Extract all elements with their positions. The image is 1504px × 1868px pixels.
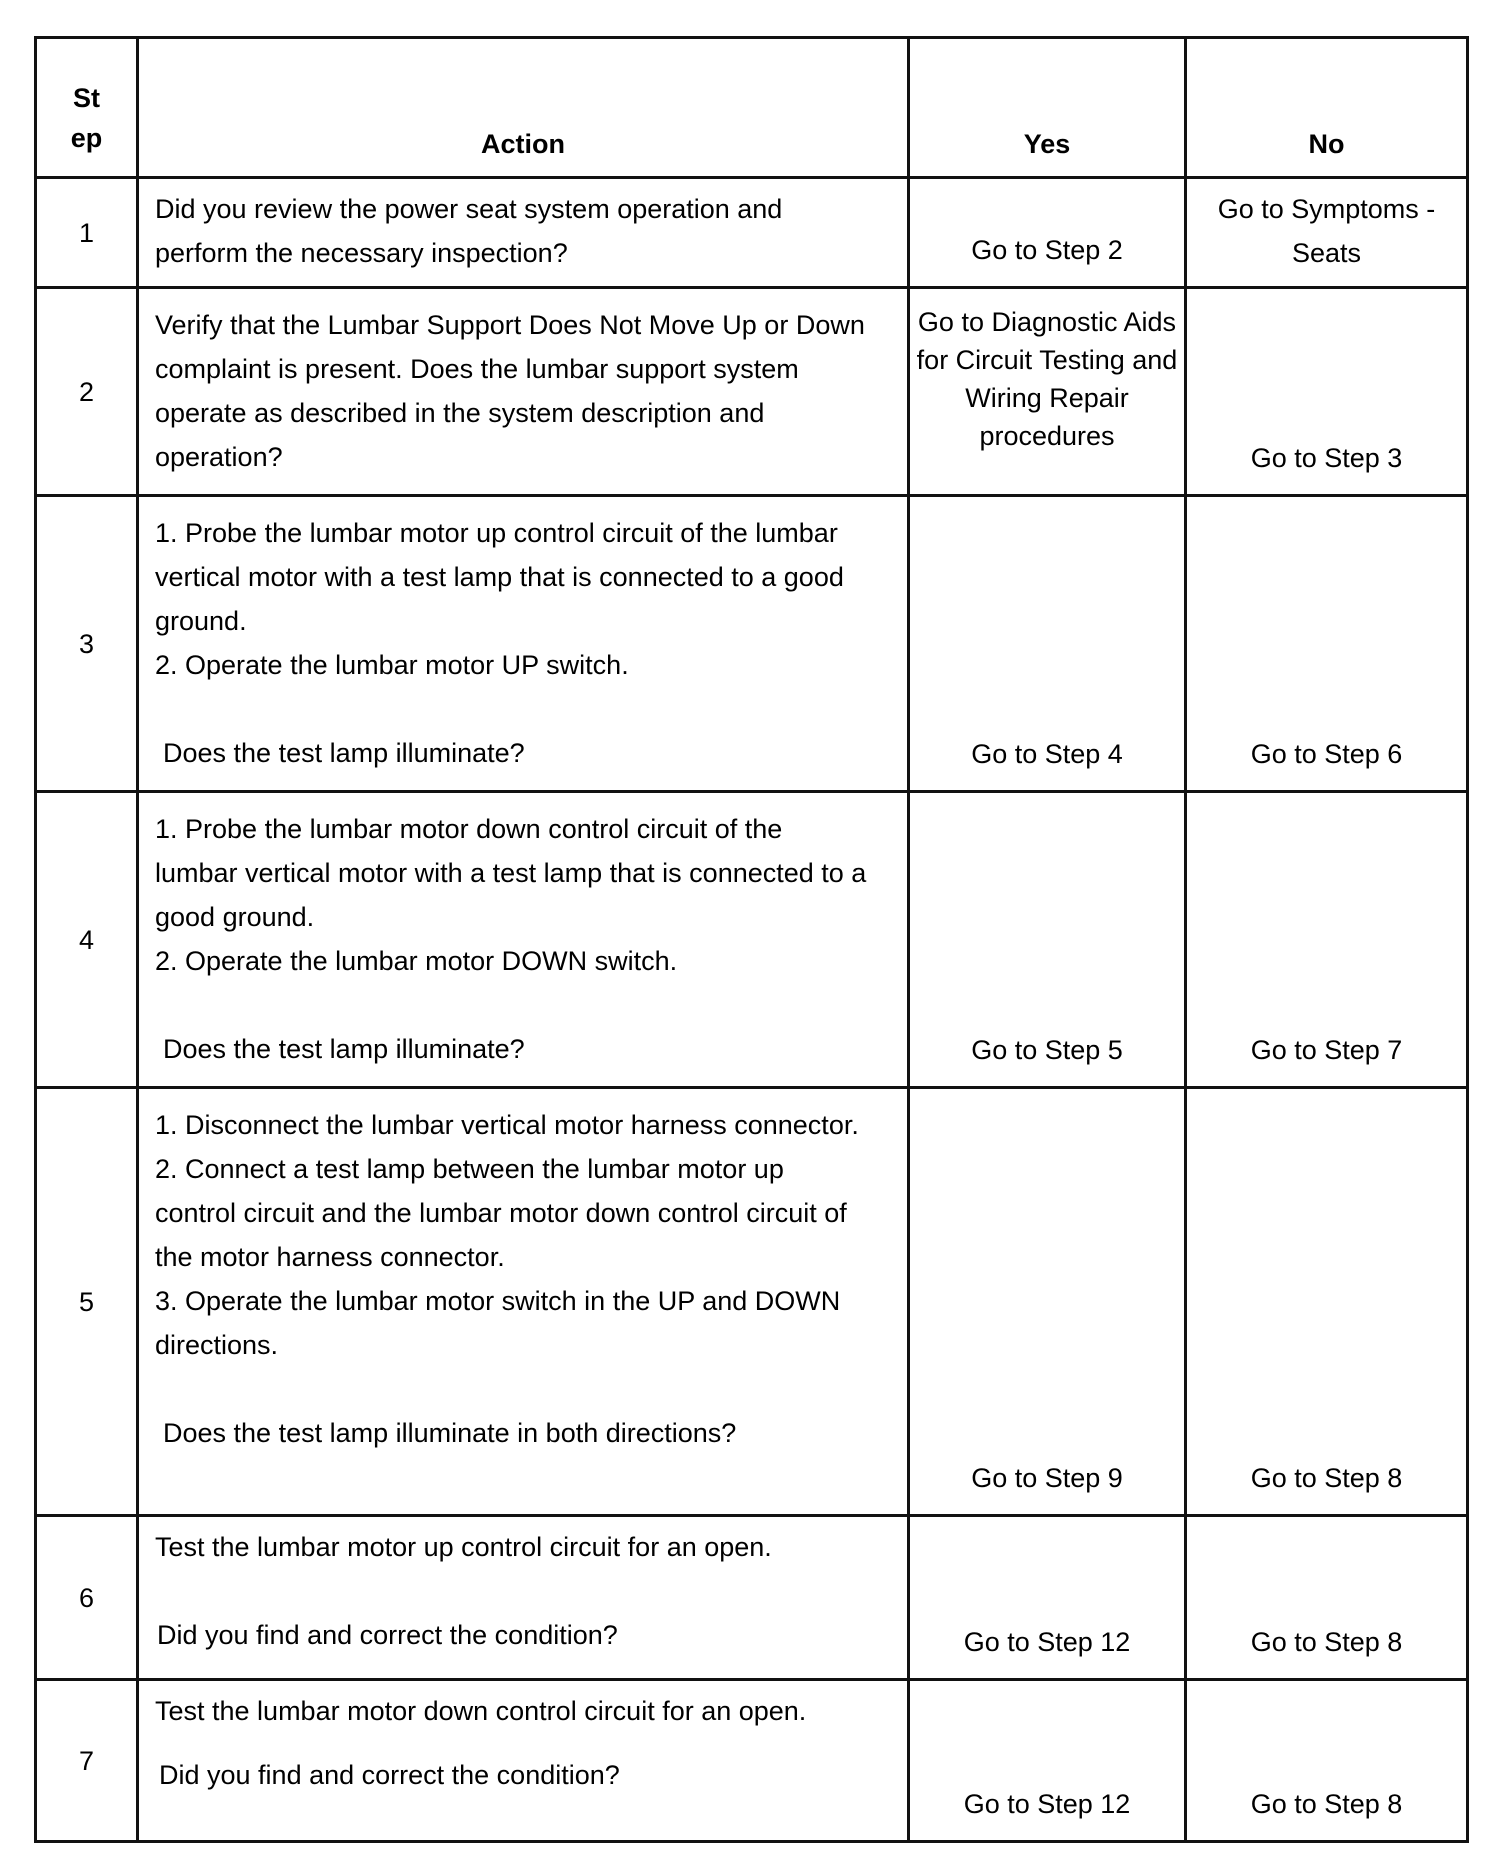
step-number: 2: [36, 288, 138, 496]
action-list-item: 1. Disconnect the lumbar vertical motor harness connector.: [155, 1110, 859, 1140]
table-row: [36, 1088, 1468, 1516]
action-list-item: 1. Probe the lumbar motor down control circuit of the lumbar vertical motor with a test lamp that is connected to a good ground.: [155, 814, 867, 932]
step-number: 1: [36, 178, 138, 288]
table-row: [36, 178, 1468, 288]
yes-cell: Go to Step 4: [909, 496, 1186, 792]
no-cell: Go to Symptoms - Seats: [1186, 178, 1468, 288]
action-question: Did you find and correct the condition?: [159, 1760, 620, 1790]
table-row: [36, 1516, 1468, 1680]
action-text: Verify that the Lumbar Support Does Not Move Up or Down complaint is present. Does the lumbar support system operate as described in the system description and operation?: [155, 310, 865, 472]
no-cell: Go to Step 7: [1186, 792, 1468, 1088]
step-number: 5: [36, 1088, 138, 1516]
action-cell: [138, 178, 909, 288]
yes-cell: Go to Diagnostic Aids for Circuit Testing and Wiring Repair procedures: [909, 288, 1186, 496]
step-number: 4: [36, 792, 138, 1088]
yes-cell: Go to Step 9: [909, 1088, 1186, 1516]
action-cell: [138, 792, 909, 1088]
no-cell: Go to Step 6: [1186, 496, 1468, 792]
action-question: Does the test lamp illuminate?: [163, 1034, 525, 1064]
action-cell: [138, 496, 909, 792]
step-number: 7: [36, 1680, 138, 1842]
table-row: [36, 792, 1468, 1088]
action-cell: [138, 1088, 909, 1516]
action-list-item: 3. Operate the lumbar motor switch in the UP and DOWN directions.: [155, 1286, 841, 1360]
yes-cell: Go to Step 12: [909, 1680, 1186, 1842]
header-no: No: [1186, 38, 1468, 178]
yes-cell: Go to Step 12: [909, 1516, 1186, 1680]
action-list-item: 2. Operate the lumbar motor DOWN switch.: [155, 946, 678, 976]
action-question: Does the test lamp illuminate?: [163, 738, 525, 768]
action-list-item: 1. Probe the lumbar motor up control circuit of the lumbar vertical motor with a test lamp that is connected to a good ground.: [155, 518, 844, 636]
action-question: Does the test lamp illuminate in both directions?: [163, 1418, 737, 1448]
header-yes: Yes: [909, 38, 1186, 178]
no-cell: Go to Step 3: [1186, 288, 1468, 496]
action-text: Test the lumbar motor up control circuit for an open.: [155, 1532, 772, 1562]
no-cell: Go to Step 8: [1186, 1516, 1468, 1680]
yes-cell: Go to Step 5: [909, 792, 1186, 1088]
table-row: [36, 288, 1468, 496]
action-text: Test the lumbar motor down control circuit for an open.: [155, 1696, 807, 1726]
no-cell: Go to Step 8: [1186, 1680, 1468, 1842]
header-action: Action: [138, 38, 909, 178]
action-cell: [138, 1680, 909, 1842]
action-list-item: 2. Operate the lumbar motor UP switch.: [155, 650, 629, 680]
action-list-item: 2. Connect a test lamp between the lumbar motor up control circuit and the lumbar motor down control circuit of the motor harness connector.: [155, 1154, 847, 1272]
action-cell: [138, 288, 909, 496]
action-text: Did you review the power seat system operation and perform the necessary inspection?: [155, 194, 783, 268]
table-row: [36, 1680, 1468, 1842]
header-step: St ep: [36, 38, 138, 178]
no-cell: Go to Step 8: [1186, 1088, 1468, 1516]
table-row: [36, 496, 1468, 792]
action-question: Did you find and correct the condition?: [157, 1620, 618, 1650]
step-number: 6: [36, 1516, 138, 1680]
step-number: 3: [36, 496, 138, 792]
diagnostic-table: [34, 36, 1469, 1843]
action-cell: [138, 1516, 909, 1680]
header-row: [36, 38, 1468, 178]
yes-cell: Go to Step 2: [909, 178, 1186, 288]
